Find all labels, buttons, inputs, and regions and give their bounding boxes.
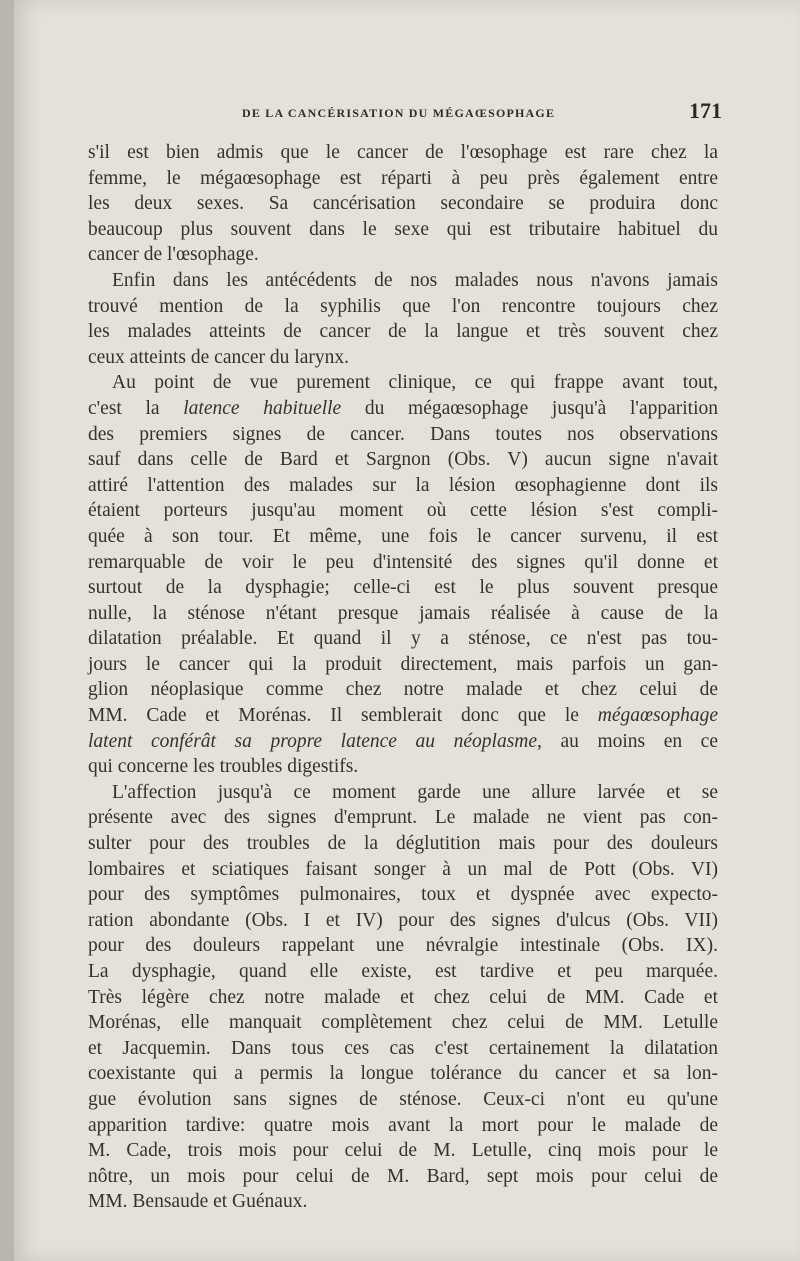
book-page xyxy=(14,0,800,1261)
text-line: cancer de l'œsophage. xyxy=(88,244,259,266)
page-header xyxy=(104,98,724,128)
text-line: apparition tardive: quatre mois avant la mort pour le malade de xyxy=(88,1114,718,1136)
text-line: Morénas, elle manquait complètement chez celui de MM. Letulle xyxy=(88,1012,718,1034)
text-line: quée à son tour. Et même, une fois le cancer survenu, il est xyxy=(88,525,718,547)
italic-phrase: latence habituelle xyxy=(183,397,342,419)
italic-phrase: latent conférât sa propre latence au néoplasme xyxy=(88,730,538,752)
text-line: MM. Bensaude et Guénaux. xyxy=(88,1191,308,1213)
text-line: nulle, la sténose n'étant presque jamais réalisée à cause de la xyxy=(88,602,718,624)
text-line: M. Cade, trois mois pour celui de M. Letulle, cinq mois pour le xyxy=(88,1140,718,1162)
text-line xyxy=(88,729,718,755)
text-line xyxy=(88,703,718,729)
text-line: s'il est bien admis que le cancer de l'œsophage est rare chez la xyxy=(88,142,718,163)
text-line: remarquable de voir le peu d'intensité des signes qu'il donne et xyxy=(88,551,718,573)
text-line: nôtre, un mois pour celui de M. Bard, sept mois pour celui de xyxy=(88,1165,718,1187)
text-line: les malades atteints de cancer de la langue et très souvent chez xyxy=(88,321,718,343)
text-line: femme, le mégaœsophage est réparti à peu près également entre xyxy=(88,167,718,189)
page-number: 171 xyxy=(689,98,722,123)
text-segment: du mégaœsophage jusqu'à l'apparition xyxy=(341,397,718,419)
text-line: trouvé mention de la syphilis que l'on rencontre toujours chez xyxy=(88,295,718,317)
text-line: sauf dans celle de Bard et Sargnon (Obs. V) aucun signe n'avait xyxy=(88,449,718,471)
body-text xyxy=(88,140,718,1215)
text-line: jours le cancer qui la produit directement, mais parfois un gan- xyxy=(88,653,718,675)
text-line: Très légère chez notre malade et chez celui de MM. Cade et xyxy=(88,986,718,1008)
text-line: dilatation préalable. Et quand il y a sténose, ce n'est pas tou- xyxy=(88,628,718,650)
text-segment: , au moins en ce xyxy=(537,730,718,752)
text-line: L'affection jusqu'à ce moment garde une allure larvée et se xyxy=(112,781,718,803)
text-line: étaient porteurs jusqu'au moment où cette lésion s'est compli- xyxy=(88,500,718,522)
text-line: des premiers signes de cancer. Dans toutes nos observations xyxy=(88,423,718,445)
running-title: DE LA CANCÉRISATION DU MÉGAŒSOPHAGE xyxy=(242,106,556,120)
text-line: qui concerne les troubles digestifs. xyxy=(88,756,359,778)
text-line: ceux atteints de cancer du larynx. xyxy=(88,346,349,368)
text-line: Enfin dans les antécédents de nos malades nous n'avons jamais xyxy=(112,269,718,291)
text-line: lombaires et sciatiques faisant songer à un mal de Pott (Obs. VI) xyxy=(88,858,718,880)
text-line: présente avec des signes d'emprunt. Le malade ne vient pas con- xyxy=(88,807,718,829)
text-line: coexistante qui a permis la longue tolérance du cancer et sa lon- xyxy=(88,1063,718,1085)
text-line: La dysphagie, quand elle existe, est tardive et peu marquée. xyxy=(88,961,718,982)
italic-phrase: mégaœsophage xyxy=(597,705,718,727)
text-line: et Jacquemin. Dans tous ces cas c'est certainement la dilatation xyxy=(88,1037,718,1059)
text-line: pour des symptômes pulmonaires, toux et dyspnée avec expecto- xyxy=(88,884,718,906)
text-line: glion néoplasique comme chez notre malade et chez celui de xyxy=(88,679,718,701)
text-line: ration abondante (Obs. I et IV) pour des signes d'ulcus (Obs. VII) xyxy=(88,909,718,931)
text-line xyxy=(88,396,718,422)
text-line: les deux sexes. Sa cancérisation secondaire se produira donc xyxy=(88,193,718,215)
text-line: pour des douleurs rappelant une névralgie intestinale (Obs. IX). xyxy=(88,935,718,957)
text-line: sulter pour des troubles de la déglutition mais pour des douleurs xyxy=(88,833,718,855)
text-line: attiré l'attention des malades sur la lésion œsophagienne dont ils xyxy=(88,474,718,496)
text-segment: MM. Cade et Morénas. Il semblerait donc que le xyxy=(88,705,598,727)
text-line: surtout de la dysphagie; celle-ci est le plus souvent presque xyxy=(88,577,718,599)
text-line: beaucoup plus souvent dans le sexe qui est tributaire habituel du xyxy=(88,218,718,240)
text-line: gue évolution sans signes de sténose. Ceux-ci n'ont eu qu'une xyxy=(88,1088,718,1110)
text-segment: c'est la xyxy=(88,397,184,419)
text-line: Au point de vue purement clinique, ce qui frappe avant tout, xyxy=(112,372,718,394)
